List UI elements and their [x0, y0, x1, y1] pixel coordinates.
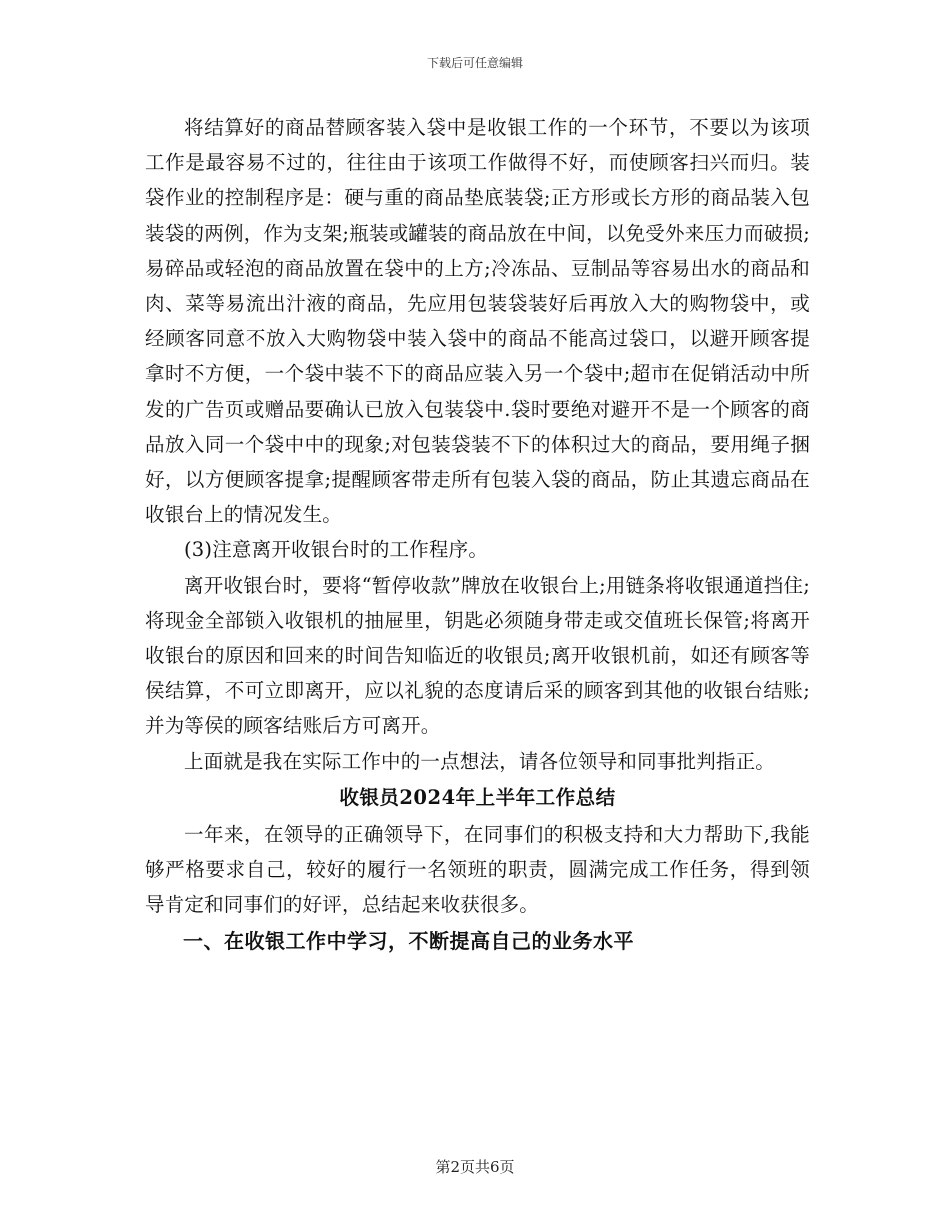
- page-header: 下载后可任意编辑: [426, 56, 523, 70]
- paragraph-item-3: (3)注意离开收银台时的工作程序。: [184, 538, 489, 562]
- section-title: 收银员2024年上半年工作总结: [339, 785, 616, 809]
- paragraph-leaving-counter: 离开收银台时，要将“暂停收款”牌放在收银台上;用链条将收银通道挡住;将现金全部锁入收银机的抽屉里，钥匙必须随身带走或交值班长保管;将离开收银台的原因和回来的时间告知临近的收银员;离开收银机前，如还有顾客等侯结算，不可立即离开，应以礼貌的态度请后采的顾客到其他的收银台结账;并为等侯的顾客结账后方可离开。: [145, 573, 810, 738]
- document-body: [145, 110, 810, 960]
- paragraph-bagging-procedure: 将结算好的商品替顾客装入袋中是收银工作的一个环节，不要以为该项工作是最容易不过的，往往由于该项工作做得不好，而使顾客扫兴而归。装袋作业的控制程序是：硬与重的商品垫底装袋;正方形或长方形的商品装入包装袋的两例，作为支架;瓶装或罐装的商品放在中间，以免受外来压力而破损;易碎品或轻泡的商品放置在袋中的上方;冷冻品、豆制品等容易出水的商品和肉、菜等易流出汁液的商品，先应用包装袋装好后再放入大的购物袋中，或经顾客同意不放入大购物袋中装入袋中的商品不能高过袋口，以避开顾客提拿时不方便，一个袋中装不下的商品应装入另一个袋中;超市在促销活动中所发的广告页或赠品要确认已放入包装袋中.袋时要绝对避开不是一个顾客的商品放入同一个袋中中的现象;对包装袋装不下的体积过大的商品，要用绳子捆好，以方便顾客提拿;提醒顾客带走所有包装入袋的商品，防止其遗忘商品在收银台上的情况发生。: [145, 116, 810, 527]
- page-footer: 第2页共6页: [435, 1158, 515, 1176]
- paragraph-summary-intro: 一年来，在领导的正确领导下，在同事们的积极支持和大力帮助下,我能够严格要求自己，较好的履行一名领班的职责，圆满完成工作任务，得到领导肯定和同事们的好评，总结起来收获很多。: [145, 822, 810, 917]
- section-heading-1: 一、在收银工作中学习，不断提高自己的业务水平: [183, 929, 634, 954]
- paragraph-closing-remark: 上面就是我在实际工作中的一点想法，请各位领导和同事批判指正。: [184, 749, 776, 773]
